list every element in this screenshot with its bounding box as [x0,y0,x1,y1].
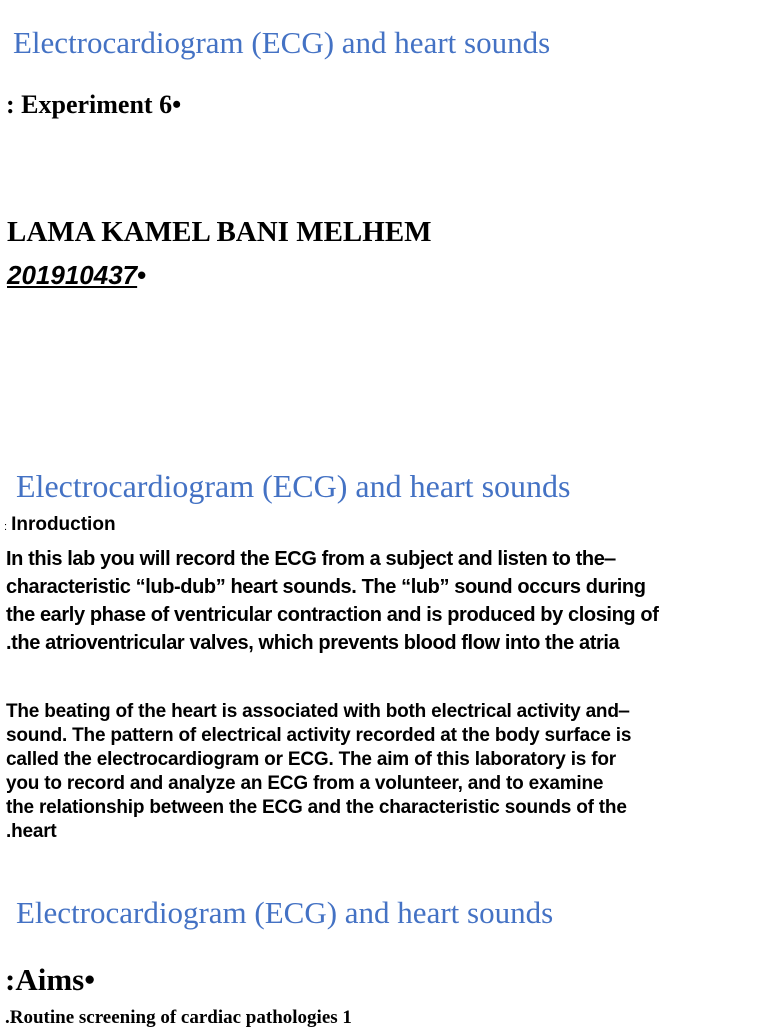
paragraph2-line: the relationship between the ECG and the characteristic sounds of the [6,797,627,818]
description-paragraph [6,700,631,844]
paragraph1-line: the early phase of ventricular contraction and is produced by closing of [6,604,659,626]
slide1-title: Electrocardiogram (ECG) and heart sounds [13,25,551,60]
aim-item: .Routine screening of cardiac pathologies 1 [5,1007,352,1028]
intro-heading: Inroduction [11,514,116,535]
paragraph2-line: called the electrocardiogram or ECG. The aim of this laboratory is for [6,749,616,770]
intro-prefix: : [4,521,8,533]
author-name: LAMA KAMEL BANI MELHEM [7,216,432,248]
paragraph1-line: characteristic “lub-dub” heart sounds. The “lub” sound occurs during [6,576,646,598]
paragraph2-line: .heart [6,821,57,842]
student-id: 201910437 [7,260,138,290]
paragraph2-line: you to record and analyze an ECG from a volunteer, and to examine [6,773,604,794]
slide2-title: Electrocardiogram (ECG) and heart sounds [16,468,571,504]
slide3-title: Electrocardiogram (ECG) and heart sounds [16,895,554,930]
experiment-label: : Experiment 6• [6,90,182,119]
intro-paragraph [6,545,658,657]
paragraph1-line: In this lab you will record the ECG from a subject and listen to the‒ [6,548,616,570]
aims-heading: :Aims• [5,962,96,997]
student-id-line [7,260,146,291]
bullet-icon: • [137,260,147,290]
paragraph1-line: .the atrioventricular valves, which prevents blood flow into the atria [6,632,620,654]
paragraph2-line: sound. The pattern of electrical activity recorded at the body surface is [6,725,632,746]
paragraph2-line: The beating of the heart is associated with both electrical activity and‒ [6,701,630,722]
intro-heading-line [4,514,116,536]
